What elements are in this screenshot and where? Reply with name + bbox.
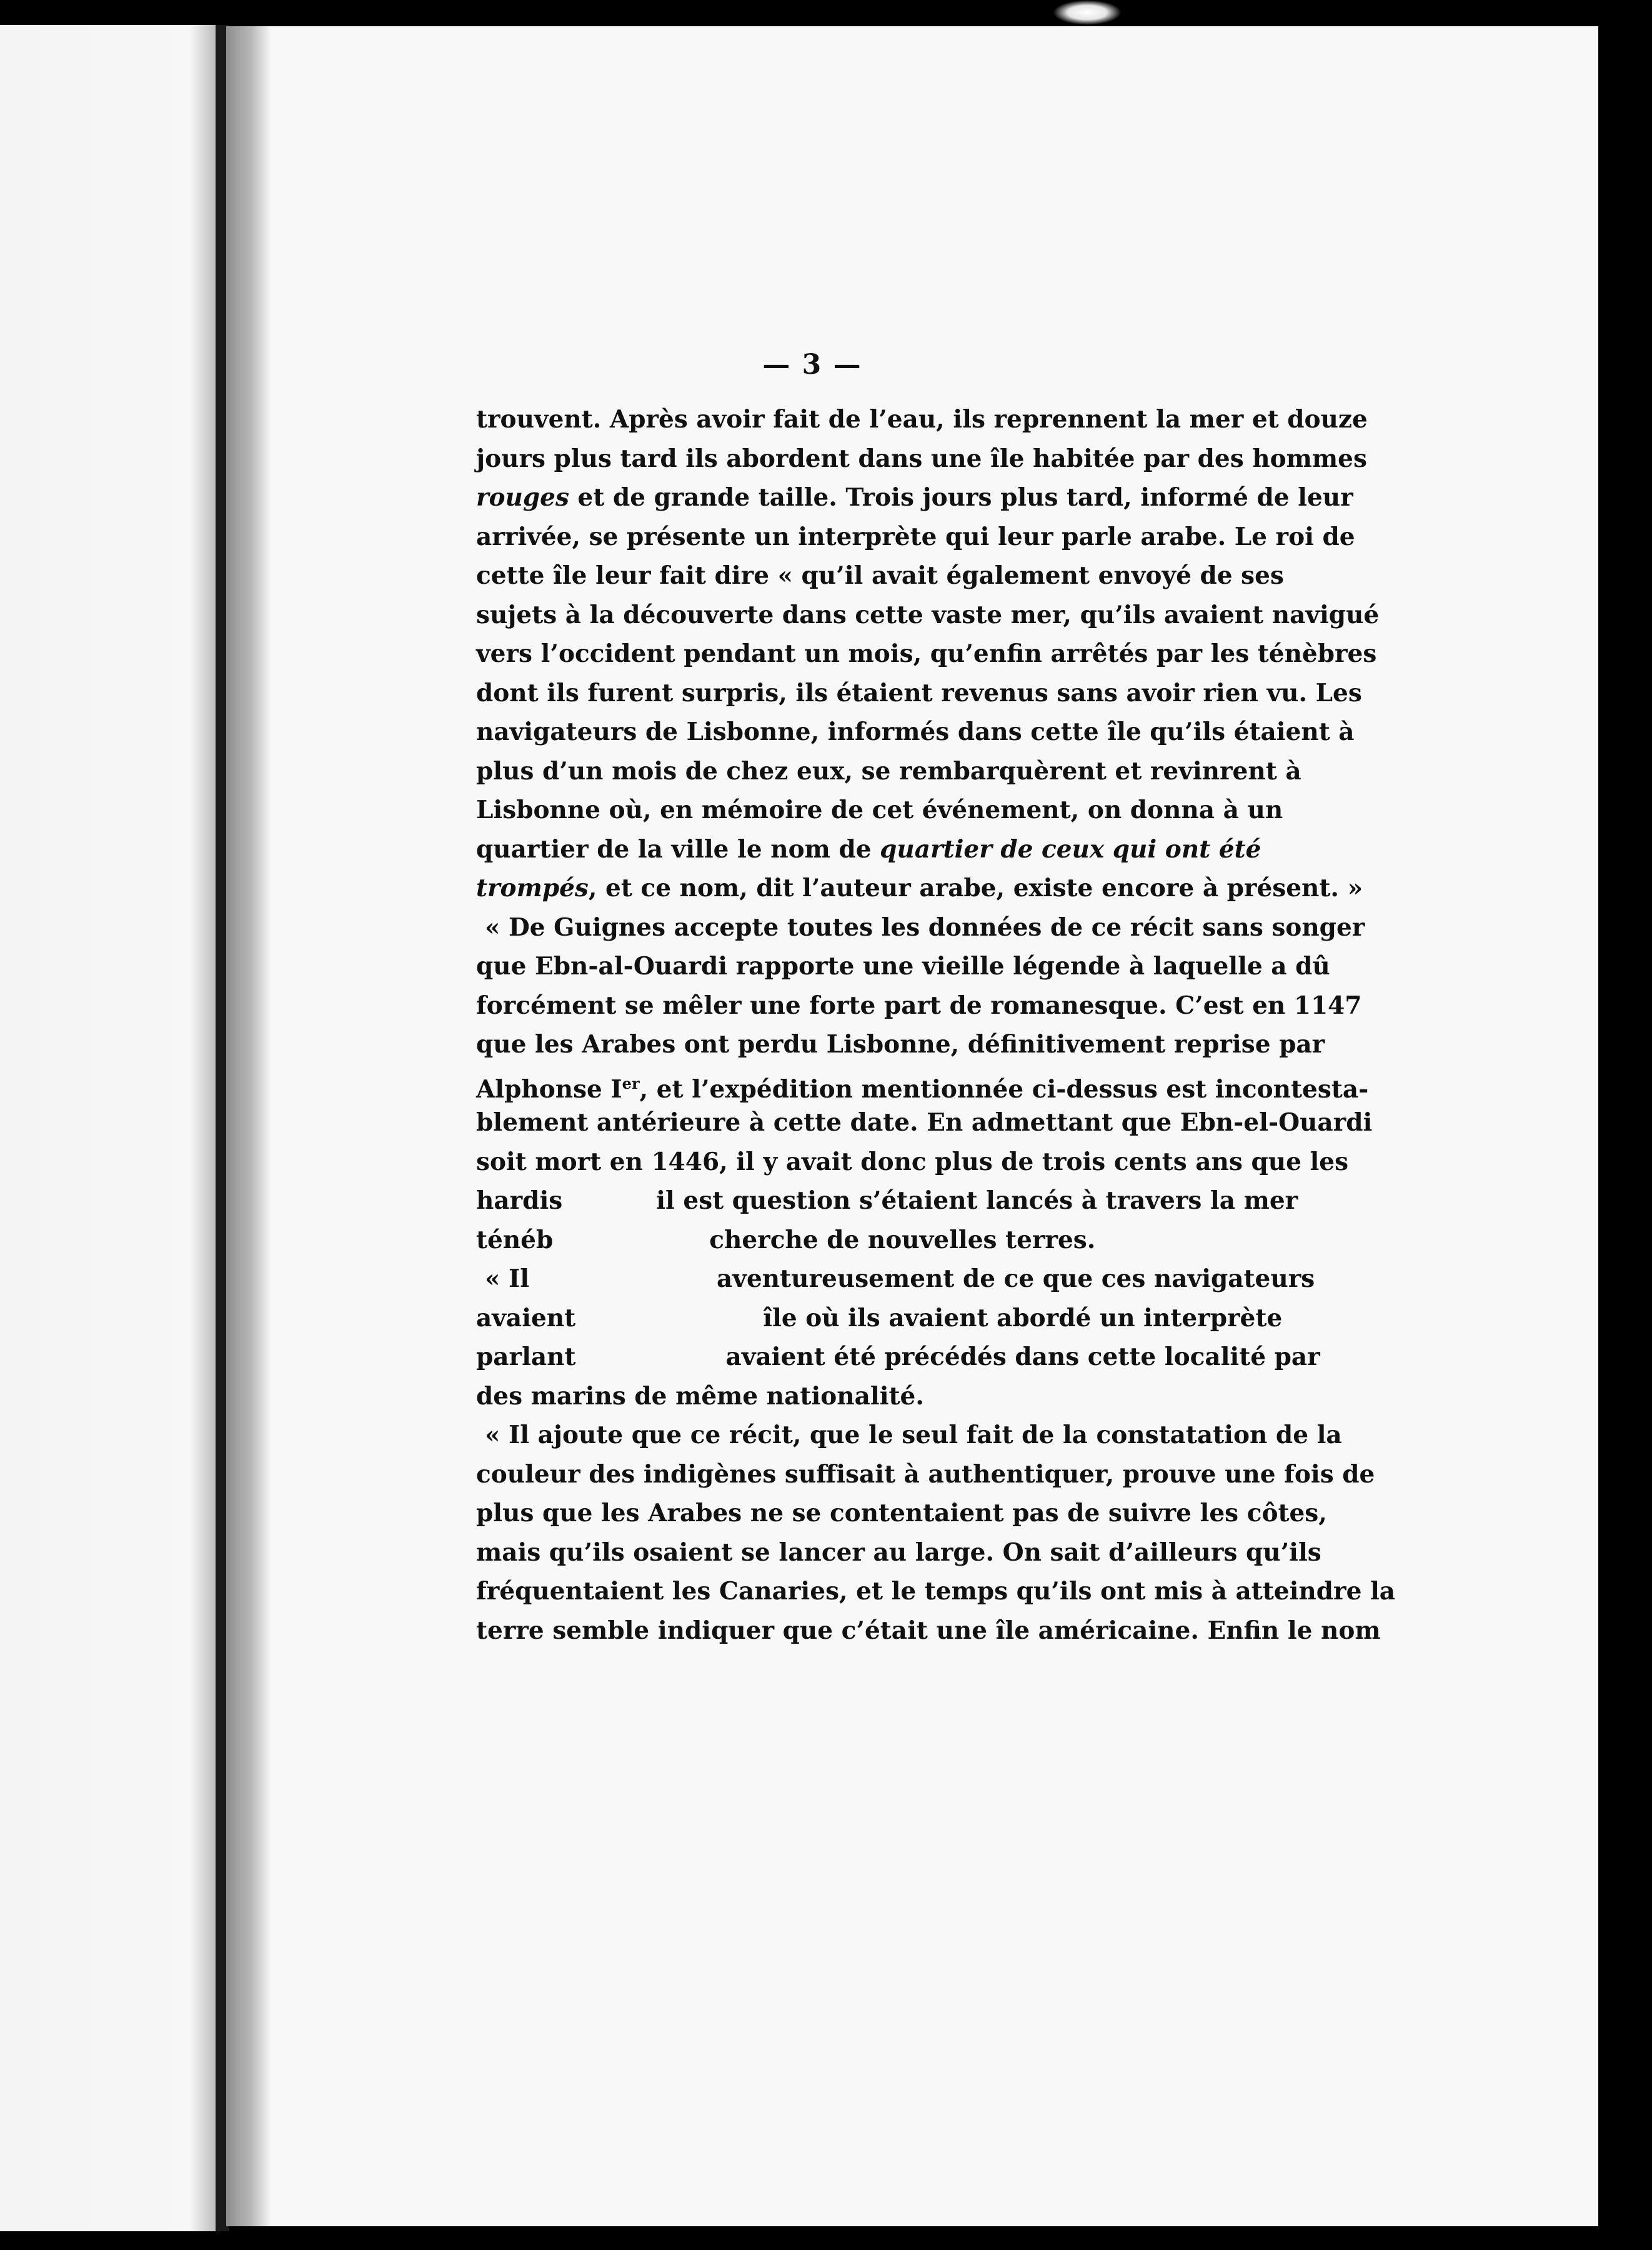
page-shadow	[226, 26, 271, 2226]
text-fragment: île où ils avaient abordé un interprète	[763, 1303, 1283, 1332]
text-line: navigateurs de Lisbonne, informés dans cette île qu’ils étaient à	[476, 718, 1355, 746]
text-fragment: parlant	[476, 1342, 576, 1371]
text-line	[476, 1338, 1320, 1377]
text-fragment: avaient	[476, 1303, 576, 1332]
text-line: mais qu’ils osaient se lancer au large. On sait d’ailleurs qu’ils	[476, 1538, 1321, 1567]
text-line: Lisbonne où, en mémoire de cet événement, on donna à un	[476, 796, 1283, 824]
scan-blot	[1053, 0, 1122, 25]
text-line: jours plus tard ils abordent dans une île habitée par des hommes	[476, 444, 1367, 473]
text-line	[476, 1221, 1257, 1260]
text-line: plus que les Arabes ne se contentaient pas de suivre les côtes,	[476, 1499, 1327, 1528]
text-line: blement antérieure à cette date. En admettant que Ebn-el-Ouardi	[476, 1108, 1373, 1137]
text-line: que les Arabes ont perdu Lisbonne, définitivement reprise par	[476, 1030, 1325, 1059]
text-line	[476, 869, 1363, 908]
text-line	[476, 830, 1261, 869]
text-fragment: , et l’expédition mentionnée ci-dessus est incontesta-	[639, 1074, 1369, 1104]
italic-word: trompés	[476, 874, 589, 902]
text-fragment: « Il	[485, 1264, 530, 1293]
text-line: forcément se mêler une forte part de romanesque. C’est en 1147	[476, 991, 1362, 1020]
text-fragment: avaient été précédés dans cette localité par	[725, 1342, 1320, 1371]
text-fragment: Alphonse I	[476, 1074, 622, 1104]
text-line: couleur des indigènes suffisait à authentiquer, prouve une fois de	[476, 1459, 1375, 1489]
text-fragment: et de grande taille. Trois jours plus tard, informé de leur	[577, 483, 1353, 512]
text-line: « De Guignes accepte toutes les données de ce récit sans songer	[485, 912, 1365, 942]
text-line: terre semble indiquer que c’était une île américaine. Enfin le nom	[476, 1616, 1381, 1645]
text-line: trouvent. Après avoir fait de l’eau, ils reprennent la mer et douze	[476, 405, 1368, 434]
text-line	[476, 1299, 1283, 1338]
text-fragment: il est question s’étaient lancés à travers la mer	[656, 1186, 1298, 1215]
text-fragment: ténéb	[476, 1225, 554, 1254]
text-line	[476, 1259, 1315, 1299]
left-page-edge	[0, 25, 216, 2231]
text-line: que Ebn-al-Ouardi rapporte une vieille légende à laquelle a dû	[476, 952, 1330, 981]
text-line: vers l’occident pendant un mois, qu’enfin arrêtés par les ténèbres	[476, 639, 1377, 668]
page-number: — 3 —	[762, 349, 862, 381]
text-line: sujets à la découverte dans cette vaste mer, qu’ils avaient navigué	[476, 600, 1380, 629]
italic-word: rouges	[476, 483, 569, 512]
text-line	[476, 1064, 1369, 1104]
text-line: des marins de même nationalité.	[476, 1381, 924, 1411]
text-fragment: cherche de nouvelles terres.	[709, 1225, 1096, 1254]
body-text	[476, 400, 1396, 1650]
text-line: cette île leur fait dire « qu’il avait également envoyé de ses	[476, 561, 1284, 590]
superscript: er	[622, 1074, 640, 1092]
text-line	[476, 478, 1353, 518]
text-fragment: quartier de la ville le nom de	[476, 834, 872, 864]
text-line: dont ils furent surpris, ils étaient revenus sans avoir rien vu. Les	[476, 678, 1362, 708]
text-line	[476, 1181, 1298, 1221]
text-line: fréquentaient les Canaries, et le temps qu’ils ont mis à atteindre la	[476, 1577, 1396, 1606]
text-line: plus d’un mois de chez eux, se rembarquèrent et revinrent à	[476, 756, 1301, 786]
text-fragment: hardis	[476, 1186, 563, 1215]
text-fragment: aventureusement de ce que ces navigateurs	[717, 1264, 1315, 1293]
text-line: « Il ajoute que ce récit, que le seul fait de la constatation de la	[485, 1421, 1342, 1449]
italic-phrase: quartier de ceux qui ont été	[880, 834, 1261, 864]
text-fragment: , et ce nom, dit l’auteur arabe, existe encore à présent. »	[588, 874, 1363, 902]
text-line: soit mort en 1446, il y avait donc plus de trois cents ans que les	[476, 1147, 1349, 1176]
text-line: arrivée, se présente un interprète qui leur parle arabe. Le roi de	[476, 522, 1355, 551]
